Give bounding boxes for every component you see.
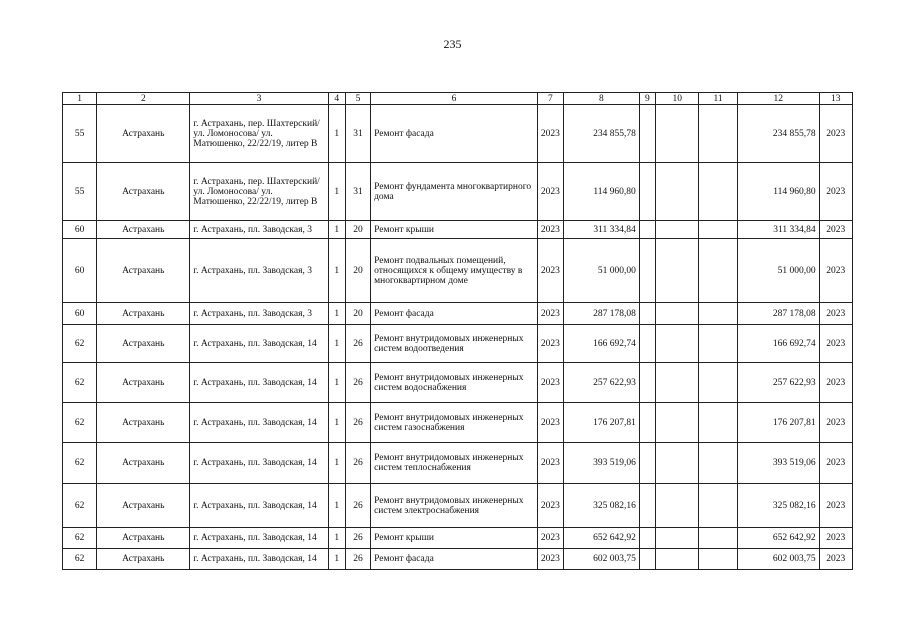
table-cell-c5: 20 (345, 239, 370, 303)
table-cell-c6: Ремонт фасада (371, 303, 538, 325)
table-cell-c2: Астрахань (97, 363, 190, 403)
table-cell-c7: 2023 (537, 303, 563, 325)
column-header: 4 (328, 93, 345, 105)
table-cell-c11 (699, 105, 737, 163)
table-cell-c11 (699, 221, 737, 239)
table-cell-c8: 51 000,00 (564, 239, 640, 303)
table-cell-c9 (639, 239, 655, 303)
table-cell-c12: 602 003,75 (737, 549, 819, 570)
table-cell-c2: Астрахань (97, 163, 190, 221)
table-cell-c7: 2023 (537, 403, 563, 443)
table-cell-c9 (639, 105, 655, 163)
table-cell-c6: Ремонт внутридомовых инженерных систем теплоснабжения (371, 443, 538, 484)
table-cell-c10 (655, 105, 698, 163)
table-cell-c1: 60 (63, 303, 97, 325)
column-header: 11 (699, 93, 737, 105)
table-cell-c2: Астрахань (97, 484, 190, 528)
table-row (63, 163, 853, 221)
table-cell-c8: 234 855,78 (564, 105, 640, 163)
table-cell-c4: 1 (328, 239, 345, 303)
table-cell-c4: 1 (328, 163, 345, 221)
table-cell-c4: 1 (328, 221, 345, 239)
table-row (63, 403, 853, 443)
table-row (63, 325, 853, 363)
table-cell-c5: 26 (345, 528, 370, 549)
table-cell-c3: г. Астрахань, пер. Шахтерский/ ул. Ломоносова/ ул. Матюшенко, 22/22/19, литер В (190, 105, 328, 163)
table-cell-c4: 1 (328, 549, 345, 570)
table-cell-c2: Астрахань (97, 443, 190, 484)
table-cell-c3: г. Астрахань, пл. Заводская, 14 (190, 325, 328, 363)
table-cell-c10 (655, 163, 698, 221)
table-cell-c11 (699, 303, 737, 325)
table-row (63, 443, 853, 484)
table-cell-c13: 2023 (819, 221, 852, 239)
table-cell-c8: 311 334,84 (564, 221, 640, 239)
column-header: 9 (639, 93, 655, 105)
table-cell-c6: Ремонт фундамента многоквартирного дома (371, 163, 538, 221)
table-cell-c13: 2023 (819, 239, 852, 303)
table-cell-c10 (655, 549, 698, 570)
table-cell-c13: 2023 (819, 528, 852, 549)
table-cell-c12: 257 622,93 (737, 363, 819, 403)
table-cell-c9 (639, 528, 655, 549)
table-cell-c1: 62 (63, 484, 97, 528)
table-cell-c11 (699, 239, 737, 303)
table-cell-c3: г. Астрахань, пер. Шахтерский/ ул. Ломоносова/ ул. Матюшенко, 22/22/19, литер В (190, 163, 328, 221)
table-cell-c4: 1 (328, 443, 345, 484)
table-cell-c12: 166 692,74 (737, 325, 819, 363)
header-row (63, 93, 853, 105)
table-cell-c2: Астрахань (97, 325, 190, 363)
table-cell-c11 (699, 325, 737, 363)
table-cell-c6: Ремонт фасада (371, 105, 538, 163)
table-cell-c5: 26 (345, 484, 370, 528)
table-cell-c6: Ремонт внутридомовых инженерных систем водоотведения (371, 325, 538, 363)
column-header: 2 (97, 93, 190, 105)
table-cell-c9 (639, 221, 655, 239)
table-cell-c11 (699, 163, 737, 221)
table-cell-c10 (655, 221, 698, 239)
table-cell-c3: г. Астрахань, пл. Заводская, 14 (190, 549, 328, 570)
table-cell-c6: Ремонт крыши (371, 221, 538, 239)
table-cell-c4: 1 (328, 105, 345, 163)
table-cell-c3: г. Астрахань, пл. Заводская, 14 (190, 528, 328, 549)
table-cell-c9 (639, 325, 655, 363)
table-cell-c7: 2023 (537, 549, 563, 570)
table-cell-c9 (639, 163, 655, 221)
table-cell-c5: 31 (345, 163, 370, 221)
table-cell-c12: 114 960,80 (737, 163, 819, 221)
table-row (63, 363, 853, 403)
table-cell-c13: 2023 (819, 303, 852, 325)
table-cell-c12: 325 082,16 (737, 484, 819, 528)
table-cell-c12: 287 178,08 (737, 303, 819, 325)
table-cell-c7: 2023 (537, 105, 563, 163)
column-header: 5 (345, 93, 370, 105)
table-cell-c11 (699, 403, 737, 443)
table-cell-c13: 2023 (819, 484, 852, 528)
table-cell-c7: 2023 (537, 363, 563, 403)
table-cell-c2: Астрахань (97, 549, 190, 570)
table-cell-c13: 2023 (819, 163, 852, 221)
table-cell-c13: 2023 (819, 443, 852, 484)
column-header: 10 (655, 93, 698, 105)
table-cell-c5: 26 (345, 325, 370, 363)
table-cell-c13: 2023 (819, 363, 852, 403)
table-cell-c12: 51 000,00 (737, 239, 819, 303)
table-cell-c11 (699, 484, 737, 528)
table-cell-c1: 62 (63, 403, 97, 443)
table-cell-c13: 2023 (819, 549, 852, 570)
table-cell-c8: 287 178,08 (564, 303, 640, 325)
table-cell-c10 (655, 239, 698, 303)
table-cell-c4: 1 (328, 528, 345, 549)
table-cell-c1: 62 (63, 443, 97, 484)
table-cell-c1: 60 (63, 239, 97, 303)
table-cell-c5: 26 (345, 363, 370, 403)
table-cell-c10 (655, 303, 698, 325)
table-cell-c1: 60 (63, 221, 97, 239)
table-cell-c12: 652 642,92 (737, 528, 819, 549)
table-cell-c2: Астрахань (97, 239, 190, 303)
table-cell-c3: г. Астрахань, пл. Заводская, 3 (190, 221, 328, 239)
table-cell-c13: 2023 (819, 403, 852, 443)
table-cell-c8: 166 692,74 (564, 325, 640, 363)
table-cell-c13: 2023 (819, 105, 852, 163)
table-cell-c2: Астрахань (97, 528, 190, 549)
table-cell-c3: г. Астрахань, пл. Заводская, 14 (190, 403, 328, 443)
column-header: 12 (737, 93, 819, 105)
table-cell-c12: 234 855,78 (737, 105, 819, 163)
table-cell-c7: 2023 (537, 528, 563, 549)
column-header: 6 (371, 93, 538, 105)
table-cell-c6: Ремонт крыши (371, 528, 538, 549)
table-cell-c12: 311 334,84 (737, 221, 819, 239)
table-row (63, 484, 853, 528)
table-cell-c1: 55 (63, 105, 97, 163)
table-cell-c9 (639, 484, 655, 528)
table-row (63, 303, 853, 325)
table-cell-c6: Ремонт подвальных помещений, относящихся к общему имуществу в многоквартирном доме (371, 239, 538, 303)
table-cell-c2: Астрахань (97, 403, 190, 443)
column-header: 8 (564, 93, 640, 105)
table-cell-c3: г. Астрахань, пл. Заводская, 3 (190, 239, 328, 303)
table-cell-c11 (699, 363, 737, 403)
table-cell-c10 (655, 484, 698, 528)
table-cell-c2: Астрахань (97, 221, 190, 239)
table-cell-c4: 1 (328, 484, 345, 528)
table-cell-c9 (639, 549, 655, 570)
table-cell-c5: 26 (345, 443, 370, 484)
table-cell-c13: 2023 (819, 325, 852, 363)
table-cell-c8: 602 003,75 (564, 549, 640, 570)
table-cell-c7: 2023 (537, 484, 563, 528)
table-cell-c2: Астрахань (97, 303, 190, 325)
table-cell-c8: 393 519,06 (564, 443, 640, 484)
table-row (63, 221, 853, 239)
table-cell-c1: 62 (63, 363, 97, 403)
table-cell-c5: 20 (345, 221, 370, 239)
table-row (63, 549, 853, 570)
table-cell-c12: 393 519,06 (737, 443, 819, 484)
table-cell-c10 (655, 403, 698, 443)
table-cell-c1: 62 (63, 549, 97, 570)
table-cell-c6: Ремонт внутридомовых инженерных систем электроснабжения (371, 484, 538, 528)
table-cell-c10 (655, 325, 698, 363)
table-cell-c12: 176 207,81 (737, 403, 819, 443)
table-cell-c3: г. Астрахань, пл. Заводская, 14 (190, 484, 328, 528)
column-header: 7 (537, 93, 563, 105)
table-cell-c8: 257 622,93 (564, 363, 640, 403)
table-cell-c4: 1 (328, 363, 345, 403)
table-cell-c5: 26 (345, 549, 370, 570)
table-cell-c7: 2023 (537, 221, 563, 239)
table-cell-c7: 2023 (537, 163, 563, 221)
column-header: 1 (63, 93, 97, 105)
column-header: 3 (190, 93, 328, 105)
table-cell-c9 (639, 403, 655, 443)
table-cell-c3: г. Астрахань, пл. Заводская, 3 (190, 303, 328, 325)
table-cell-c8: 325 082,16 (564, 484, 640, 528)
table-row (63, 105, 853, 163)
table-cell-c4: 1 (328, 403, 345, 443)
table-cell-c8: 652 642,92 (564, 528, 640, 549)
table-cell-c3: г. Астрахань, пл. Заводская, 14 (190, 363, 328, 403)
table-cell-c1: 55 (63, 163, 97, 221)
table-cell-c5: 31 (345, 105, 370, 163)
table-cell-c9 (639, 443, 655, 484)
table-cell-c5: 26 (345, 403, 370, 443)
table-cell-c6: Ремонт фасада (371, 549, 538, 570)
table-row (63, 239, 853, 303)
table-cell-c5: 20 (345, 303, 370, 325)
table-cell-c7: 2023 (537, 325, 563, 363)
page-number: 235 (443, 37, 462, 51)
table-cell-c1: 62 (63, 528, 97, 549)
table-cell-c10 (655, 443, 698, 484)
column-header: 13 (819, 93, 852, 105)
table-cell-c10 (655, 363, 698, 403)
table-cell-c7: 2023 (537, 443, 563, 484)
table-cell-c7: 2023 (537, 239, 563, 303)
table-cell-c3: г. Астрахань, пл. Заводская, 14 (190, 443, 328, 484)
table-cell-c1: 62 (63, 325, 97, 363)
table-cell-c8: 114 960,80 (564, 163, 640, 221)
table-cell-c6: Ремонт внутридомовых инженерных систем водоснабжения (371, 363, 538, 403)
table-cell-c6: Ремонт внутридомовых инженерных систем газоснабжения (371, 403, 538, 443)
table-row (63, 528, 853, 549)
repair-program-table (62, 92, 853, 570)
table-cell-c8: 176 207,81 (564, 403, 640, 443)
table-cell-c2: Астрахань (97, 105, 190, 163)
table-cell-c11 (699, 443, 737, 484)
table-cell-c9 (639, 363, 655, 403)
table-cell-c11 (699, 528, 737, 549)
table-cell-c9 (639, 303, 655, 325)
table-cell-c4: 1 (328, 325, 345, 363)
table-cell-c11 (699, 549, 737, 570)
table-cell-c4: 1 (328, 303, 345, 325)
table-cell-c10 (655, 528, 698, 549)
